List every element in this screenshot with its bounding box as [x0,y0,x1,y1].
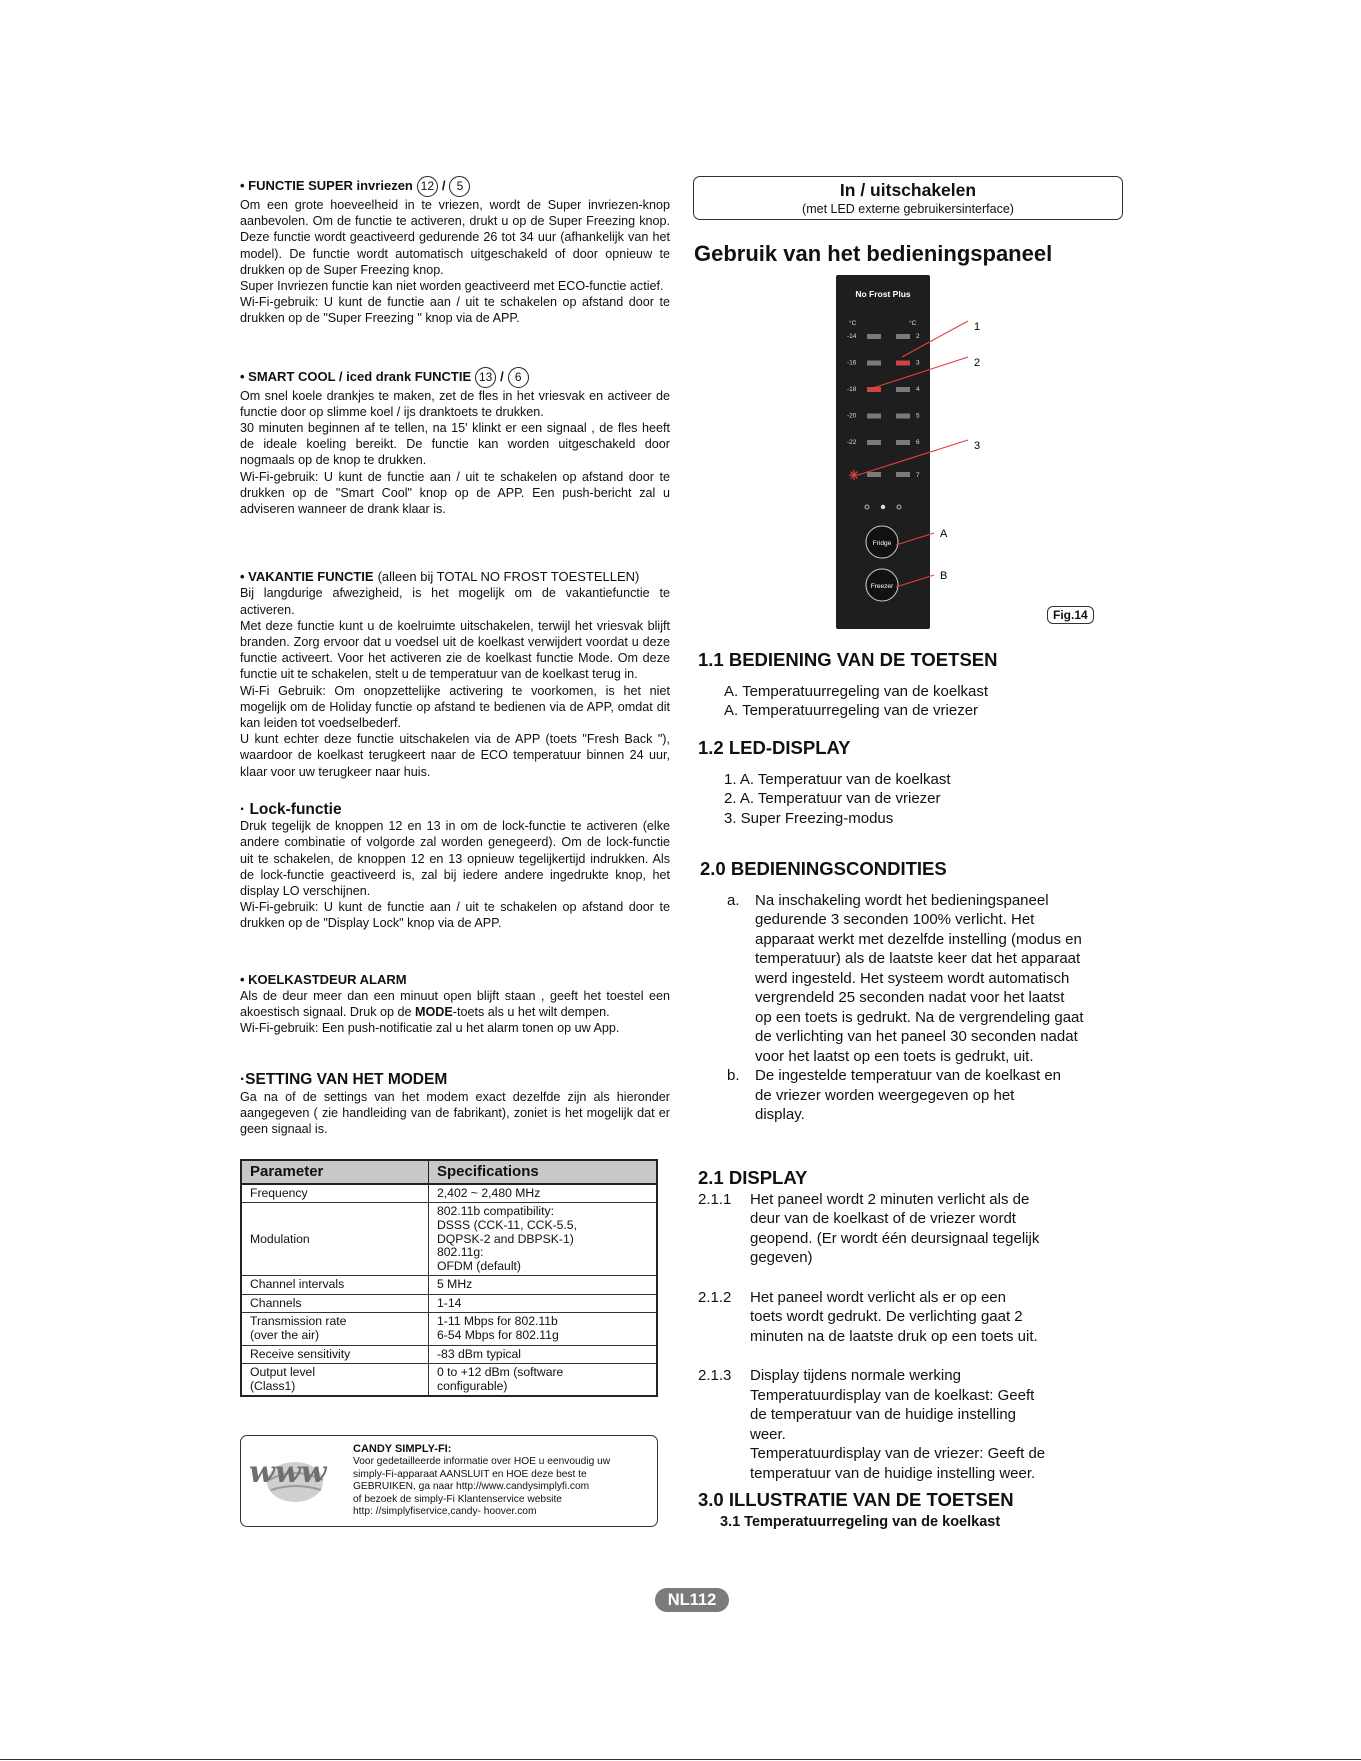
paragraph: Wi-Fi-gebruik: U kunt de functie aan / uit te schakelen op afstand door te drukken op de "Super Freezing " knop via de APP. [240,295,670,326]
table-row [241,1364,657,1397]
specification-cell: -83 dBm typical [429,1345,658,1364]
figure-label: Fig.14 [1047,606,1094,624]
section-1-2: 1.2 LED-DISPLAY 1. A. Temperatuur van de koelkast 2. A. Temperatuur van de vriezer 3. Super Freezing-modus [698,737,951,827]
specification-cell: 1-14 [429,1294,658,1313]
svg-text:°C: °C [909,320,917,327]
parameter-cell: Receive sensitivity [241,1345,429,1364]
callout-lines [836,275,1016,605]
modem-heading: ·SETTING VAN HET MODEM [240,1071,448,1089]
specification-cell: 1-11 Mbps for 802.11b 6-54 Mbps for 802.11g [429,1313,658,1345]
section-1-1: 1.1 BEDIENING VAN DE TOETSEN A. Temperatuurregeling van de koelkast A. Temperatuurregeling van de vriezer [698,649,998,719]
www-globe-logo [247,1446,347,1506]
parameter-cell: Transmission rate (over the air) [241,1313,429,1345]
paragraph: Als de deur meer dan een minuut open blijft staan , geeft het toestel een akoestisch signaal. Druk op de MODE-toets als u het wilt dempen. [240,988,670,1019]
paragraph: Druk tegelijk de knoppen 12 en 13 in om de lock-functie te activeren (elke andere combinatie of volgorde zal worden genegeerd). Om de lock-functie uit te schakelen, de knoppen 12 en 13 opnieuw tegelijkertijd indrukken. Als de lock-functie geactiveerd is, zal bij iedere andere ingedrukte knop, het display LO verschijnen. [240,819,670,898]
door-alarm-heading: • KOELKASTDEUR ALARM [240,971,407,987]
panel-brand: No Frost Plus [855,289,911,299]
table-row [241,1203,657,1276]
paragraph: Om snel koele drankjes te maken, zet de fles in het vriesvak en activeer de functie door op slimme koel / ijs dranktoets te drukken. [240,388,670,419]
svg-text:7: 7 [916,472,920,479]
parameter-cell: Channels [241,1294,429,1313]
key-number-badge: 12 [417,176,438,197]
svg-text:www: www [249,1455,327,1491]
table-row [241,1184,657,1203]
section-2-0: 2.0 BEDIENINGSCONDITIES a. Na inschakeling wordt het bedieningspaneel gedurende 3 seconden 100% verlicht. Het apparaat werkt met dezelfde instelling (modus en temperatuur) als de laatste keer dat het apparaat werd ingesteld. Het systeem wordt automatisch vergrendeld 25 seconden nadat voor het laatst op een toets is gedrukt. Na de vergrendeling gaat de verlichting van het paneel 30 seconden nadat voor het laatst op een toets is gedrukt, uit. b. De ingestelde temperatuur van de koelkast en de vriezer worden weergegeven op het display. [700,858,1084,1123]
svg-text:5: 5 [916,412,920,420]
holiday-heading: • VAKANTIE FUNCTIE (alleen bij TOTAL NO FROST TOESTELLEN) [240,569,640,585]
specification-cell: 5 MHz [429,1276,658,1295]
callout-label: 1 [974,321,981,333]
left-column [240,176,670,1527]
callout-label: A [940,528,948,540]
super-freeze-heading: • FUNCTIE SUPER invriezen 12 / 5 [240,176,670,197]
callout-label: 3 [974,440,981,452]
modem-spec-table [240,1159,658,1397]
svg-text:6: 6 [916,439,920,446]
key-number-badge: 13 [475,367,496,388]
simply-fi-text: CANDY SIMPLY-FI: Voor gedetailleerde informatie over HOE u eenvoudig uw simply-Fi-apparaat AANSLUIT en HOE deze best te GEBRUIKEN, ga naar http://www.candysimplyfi.com of bezoek de simply-Fi Klantenservice website http: //simplyfiservice,candy- hoover.com [353,1443,611,1518]
paragraph: Om een grote hoeveelheid in te vriezen, wordt de Super invriezen-knop aanbevolen. Om de functie te activeren, drukt u op de Super Freezing knop. Deze functie wordt geactiveerd gedurende 26 tot 34 uur (afhankelijk van het model). De functie wordt automatisch uitgeschakeld of door opnieuw te drukken op de Super Freezing knop. [240,198,670,277]
callout-label: B [940,570,948,582]
paragraph: U kunt echter deze functie uitschakelen via de APP (toets "Fresh Back "), waardoor de koelkast terugkeert naar de ECO temperatuur binnen 24 uur, klaar voor uw terugkeer naar huis. [240,732,670,779]
table-row [241,1276,657,1295]
section-heading: Gebruik van het bedieningspaneel [694,241,1053,266]
svg-text:Fridge: Fridge [872,540,892,547]
smart-cool-heading: • SMART COOL / iced drank FUNCTIE 13 / 6 [240,367,670,388]
specification-cell: 2,402 ~ 2,480 MHz [429,1184,658,1203]
svg-text:-18: -18 [847,386,857,393]
specification-cell: 0 to +12 dBm (software configurable) [429,1364,658,1397]
svg-text:2: 2 [916,333,920,340]
svg-text:°C: °C [849,320,857,327]
key-number-badge: 5 [449,176,470,197]
svg-text:4: 4 [916,386,920,393]
paragraph: Bij langdurige afwezigheid, is het mogelijk om de vakantiefunctie te activeren. [240,586,670,617]
parameter-cell: Channel intervals [241,1276,429,1295]
key-number-badge: 6 [508,367,529,388]
page-number-badge: NL112 [655,1588,729,1612]
section-3-0: 3.0 ILLUSTRATIE VAN DE TOETSEN 3.1 Temperatuurregeling van de koelkast [698,1489,1014,1530]
table-row [241,1294,657,1313]
parameter-cell: Frequency [241,1184,429,1203]
svg-text:Freezer: Freezer [870,583,894,590]
svg-text:-16: -16 [847,359,857,367]
table-row [241,1313,657,1345]
svg-text:-20: -20 [847,412,857,420]
simply-fi-box [240,1435,658,1527]
specification-cell: 802.11b compatibility: DSSS (CCK-11, CCK-5.5, DQPSK-2 and DBPSK-1) 802.11g: OFDM (default) [429,1203,658,1276]
table-header: Parameter [241,1160,429,1184]
table-header: Specifications [429,1160,658,1184]
paragraph: Wi-Fi-gebruik: Een push-notificatie zal u het alarm tonen op uw App. [240,1021,620,1036]
onoff-title-box: In / uitschakelen (met LED externe gebruikersinterface) [693,176,1123,220]
svg-text:-14: -14 [847,333,857,340]
svg-text:3: 3 [916,359,920,367]
table-row [241,1345,657,1364]
paragraph: 30 minuten beginnen af te tellen, na 15' klinkt er een signaal , de fles heeft de ideale koeling bereikt. De functie kan worden uitgeschakeld door nogmaals op de knop te drukken. [240,421,670,468]
paragraph: Met deze functie kunt u de koelruimte uitschakelen, terwijl het vriesvak blijft branden. Zorg ervoor dat u voedsel uit de koelkast verwijdert voordat u deze functie activeert. Voor het activeren zie de koelkast functie Mode. Om deze functie uit te schakelen, stelt u de temperatuur van de koelkast terug in. [240,618,670,682]
callout-label: 2 [974,357,981,369]
paragraph: Wi-Fi-gebruik: U kunt de functie aan / uit te schakelen op afstand door te drukken op de "Display Lock" knop via de APP. [240,900,670,931]
lock-heading: · Lock-functie [240,800,342,818]
svg-text:-22: -22 [847,439,857,446]
parameter-cell: Output level (Class1) [241,1364,429,1397]
paragraph: Wi-Fi Gebruik: Om onopzettelijke activering te voorkomen, is het niet mogelijk om de Holiday functie op afstand te bedienen via de APP, omdat dit kan leiden tot voedselbederf. [240,683,670,731]
paragraph: Ga na of de settings van het modem exact dezelfde zijn als hieronder aangegeven ( zie handleiding van de fabrikant), zoniet is het mogelijk dat er geen signaal is. [240,1089,670,1136]
paragraph: Super Invriezen functie kan niet worden geactiveerd met ECO-functie actief. [240,279,664,294]
parameter-cell: Modulation [241,1203,429,1276]
section-2-1: 2.1 DISPLAY 2.1.1 Het paneel wordt 2 minuten verlicht als de deur van de koelkast of de vriezer wordt geopend. (Er wordt één deursignaal tegelijk gegeven) 2.1.2 Het paneel wordt verlicht als er op een toets wordt gedrukt. De verlichting gaat 2 minuten na de laatste druk op een toets uit. 2.1.3 Display tijdens normale werking Temperatuurdisplay van de koelkast: Geeft de temperatuur van de huidige instelling weer. Temperatuurdisplay van de vriezer: Geeft de temperatuur van de huidige instelling weer. [698,1167,1046,1482]
paragraph: Wi-Fi-gebruik: U kunt de functie aan / uit te schakelen op afstand door te drukken op de "Smart Cool" knop op de APP. Een push-bericht zal u adviseren wanneer de drank klaar is. [240,469,670,517]
